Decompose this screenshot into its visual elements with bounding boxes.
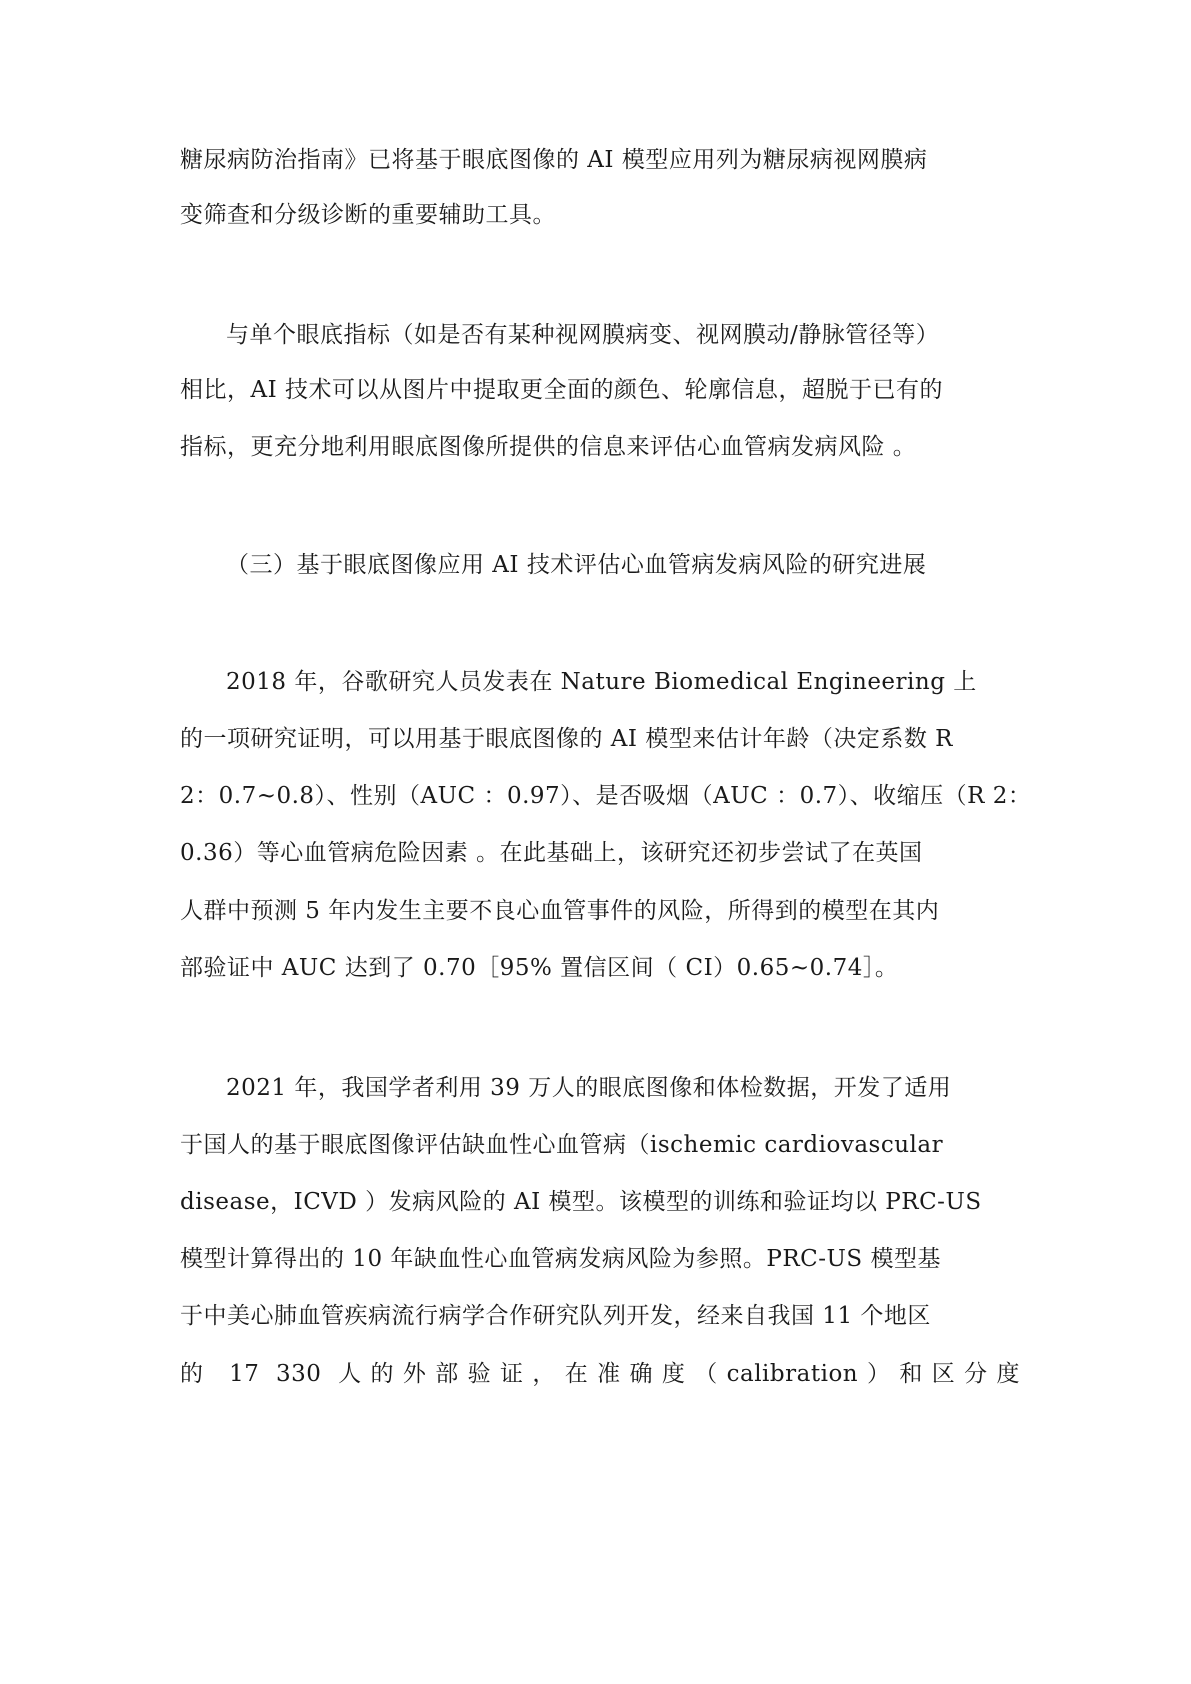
paragraph-line: 于国人的基于眼底图像评估缺血性心血管病（ischemic cardiovascular — [180, 1132, 944, 1158]
paragraph-line: 与单个眼底指标（如是否有某种视网膜病变、视网膜动/静脉管径等） — [226, 322, 940, 348]
paragraph-line: 的 17 330 人的外部验证，在准确度（calibration）和区分度 — [180, 1361, 1020, 1387]
section-heading: （三）基于眼底图像应用 AI 技术评估心血管病发病风险的研究进展 — [226, 552, 927, 578]
paragraph-line: disease，ICVD ）发病风险的 AI 模型。该模型的训练和验证均以 PRC-US — [180, 1189, 982, 1215]
paragraph-line: 2018 年，谷歌研究人员发表在 Nature Biomedical Engineering 上 — [226, 669, 977, 695]
paragraph-line: 模型计算得出的 10 年缺血性心血管病发病风险为参照。PRC-US 模型基 — [180, 1246, 942, 1272]
paragraph-line: 人群中预测 5 年内发生主要不良心血管事件的风险，所得到的模型在其内 — [180, 898, 940, 924]
paragraph-line: 指标，更充分地利用眼底图像所提供的信息来评估心血管病发病风险 。 — [180, 434, 917, 460]
paragraph-line: 0.36）等心血管病危险因素 。在此基础上，该研究还初步尝试了在英国 — [180, 840, 923, 866]
paragraph-line: 于中美心肺血管疾病流行病学合作研究队列开发，经来自我国 11 个地区 — [180, 1303, 931, 1329]
paragraph-line: 2：0.7~0.8）、性别（AUC ：0.97）、是否吸烟（AUC ：0.7）、收缩压（R 2： — [180, 783, 1032, 809]
paragraph-line: 变筛查和分级诊断的重要辅助工具。 — [180, 202, 556, 228]
paragraph-line: 的一项研究证明，可以用基于眼底图像的 AI 模型来估计年龄（决定系数 R — [180, 726, 953, 752]
paragraph-line: 2021 年，我国学者利用 39 万人的眼底图像和体检数据，开发了适用 — [226, 1075, 952, 1101]
paragraph-line: 部验证中 AUC 达到了 0.70［95% 置信区间（ CI）0.65~0.74］。 — [180, 955, 899, 981]
paragraph-line: 相比，AI 技术可以从图片中提取更全面的颜色、轮廓信息，超脱于已有的 — [180, 377, 944, 403]
paragraph-line: 糖尿病防治指南》已将基于眼底图像的 AI 模型应用列为糖尿病视网膜病 — [180, 147, 928, 173]
